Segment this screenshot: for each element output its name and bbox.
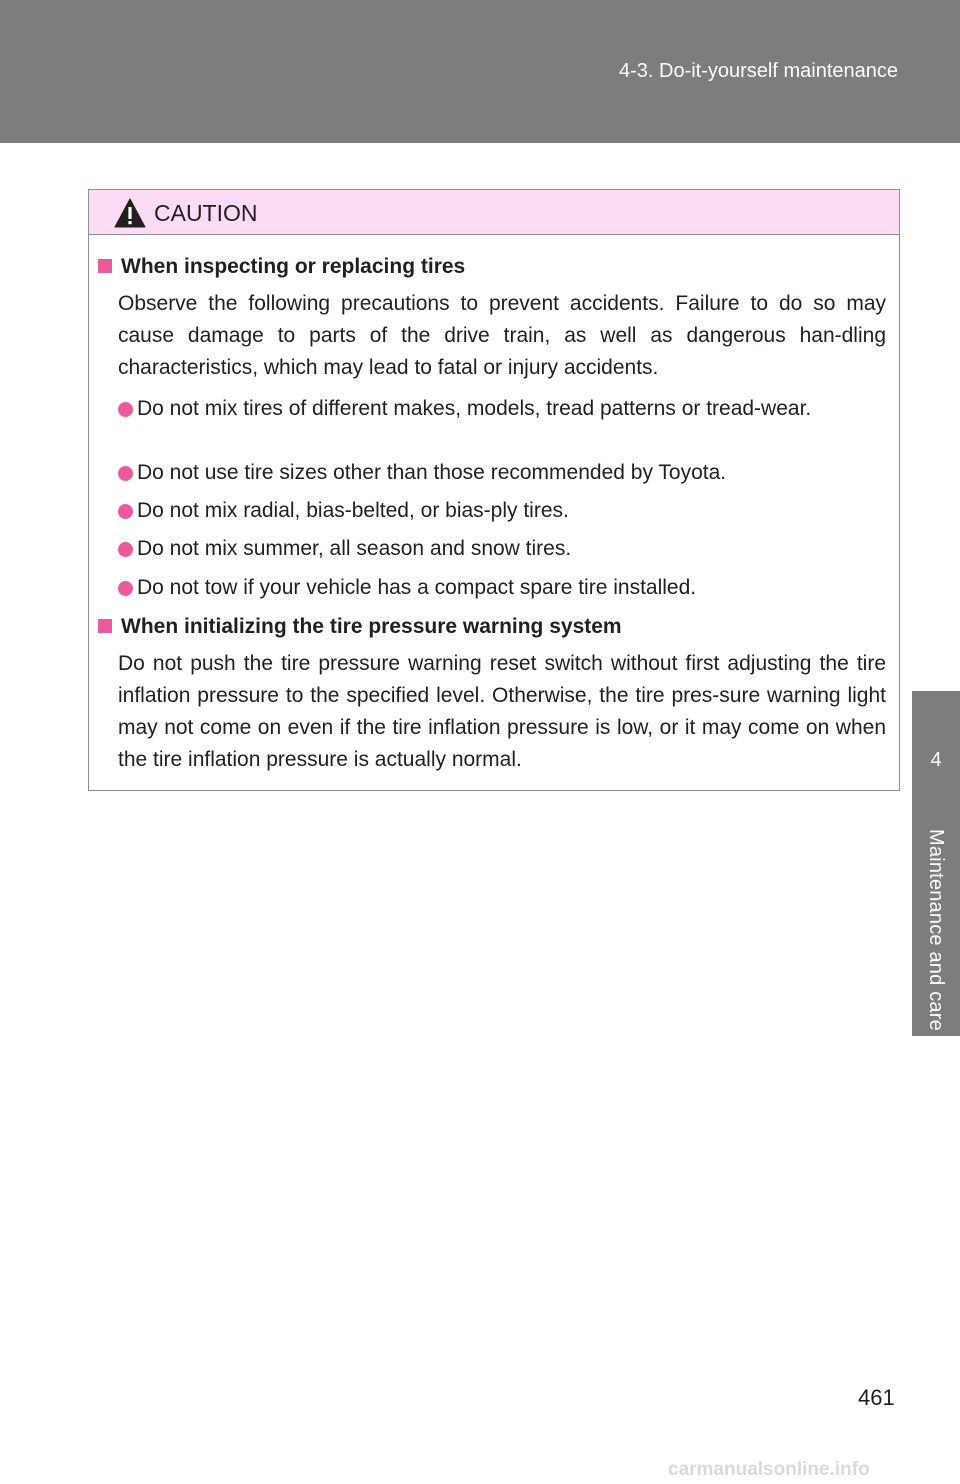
caution-title: CAUTION (154, 200, 258, 226)
list-item: Do not use tire sizes other than those recommended by Toyota. (118, 457, 886, 489)
caution-box (88, 189, 900, 791)
section-heading: When initializing the tire pressure warning system (98, 615, 622, 639)
caution-header (89, 190, 899, 235)
section-title: 4-3. Do-it-yourself maintenance (618, 60, 898, 82)
chapter-label: Maintenance and care (925, 829, 947, 1031)
circle-bullet-icon (118, 504, 133, 519)
section-paragraph: Do not push the tire pressure warning reset switch without first adjusting the tire inflation pressure to the specified level. Otherwise, the tire pres-sure warning light may not come on even if the tire inflation pressure is low, or it may come on when the tire inflation pressure is actually normal. (118, 652, 886, 771)
list-item: Do not tow if your vehicle has a compact spare tire installed. (118, 572, 886, 604)
section-paragraph: Observe the following precautions to prevent accidents. Failure to do so may cause damage to parts of the drive train, as well as dangerous han-dling characteristics, which may lead to fatal or injury accidents. (118, 292, 886, 379)
circle-bullet-icon (118, 402, 133, 417)
circle-bullet-icon (118, 542, 133, 557)
square-bullet-icon (98, 259, 112, 273)
circle-bullet-icon (118, 466, 133, 481)
watermark: carmanualsonline.info (668, 1459, 870, 1480)
chapter-side-tab (912, 691, 960, 1036)
page-number: 461 (858, 1385, 895, 1410)
circle-bullet-icon (118, 581, 133, 596)
square-bullet-icon (98, 619, 112, 633)
section-heading: When inspecting or replacing tires (98, 255, 465, 279)
list-item: Do not mix tires of different makes, models, tread patterns or tread-wear. (118, 393, 886, 425)
warning-triangle-icon (114, 198, 146, 228)
chapter-number: 4 (930, 749, 942, 771)
list-item: Do not mix radial, bias-belted, or bias-ply tires. (118, 495, 886, 527)
header-bar (0, 0, 960, 143)
list-item: Do not mix summer, all season and snow tires. (118, 533, 886, 565)
